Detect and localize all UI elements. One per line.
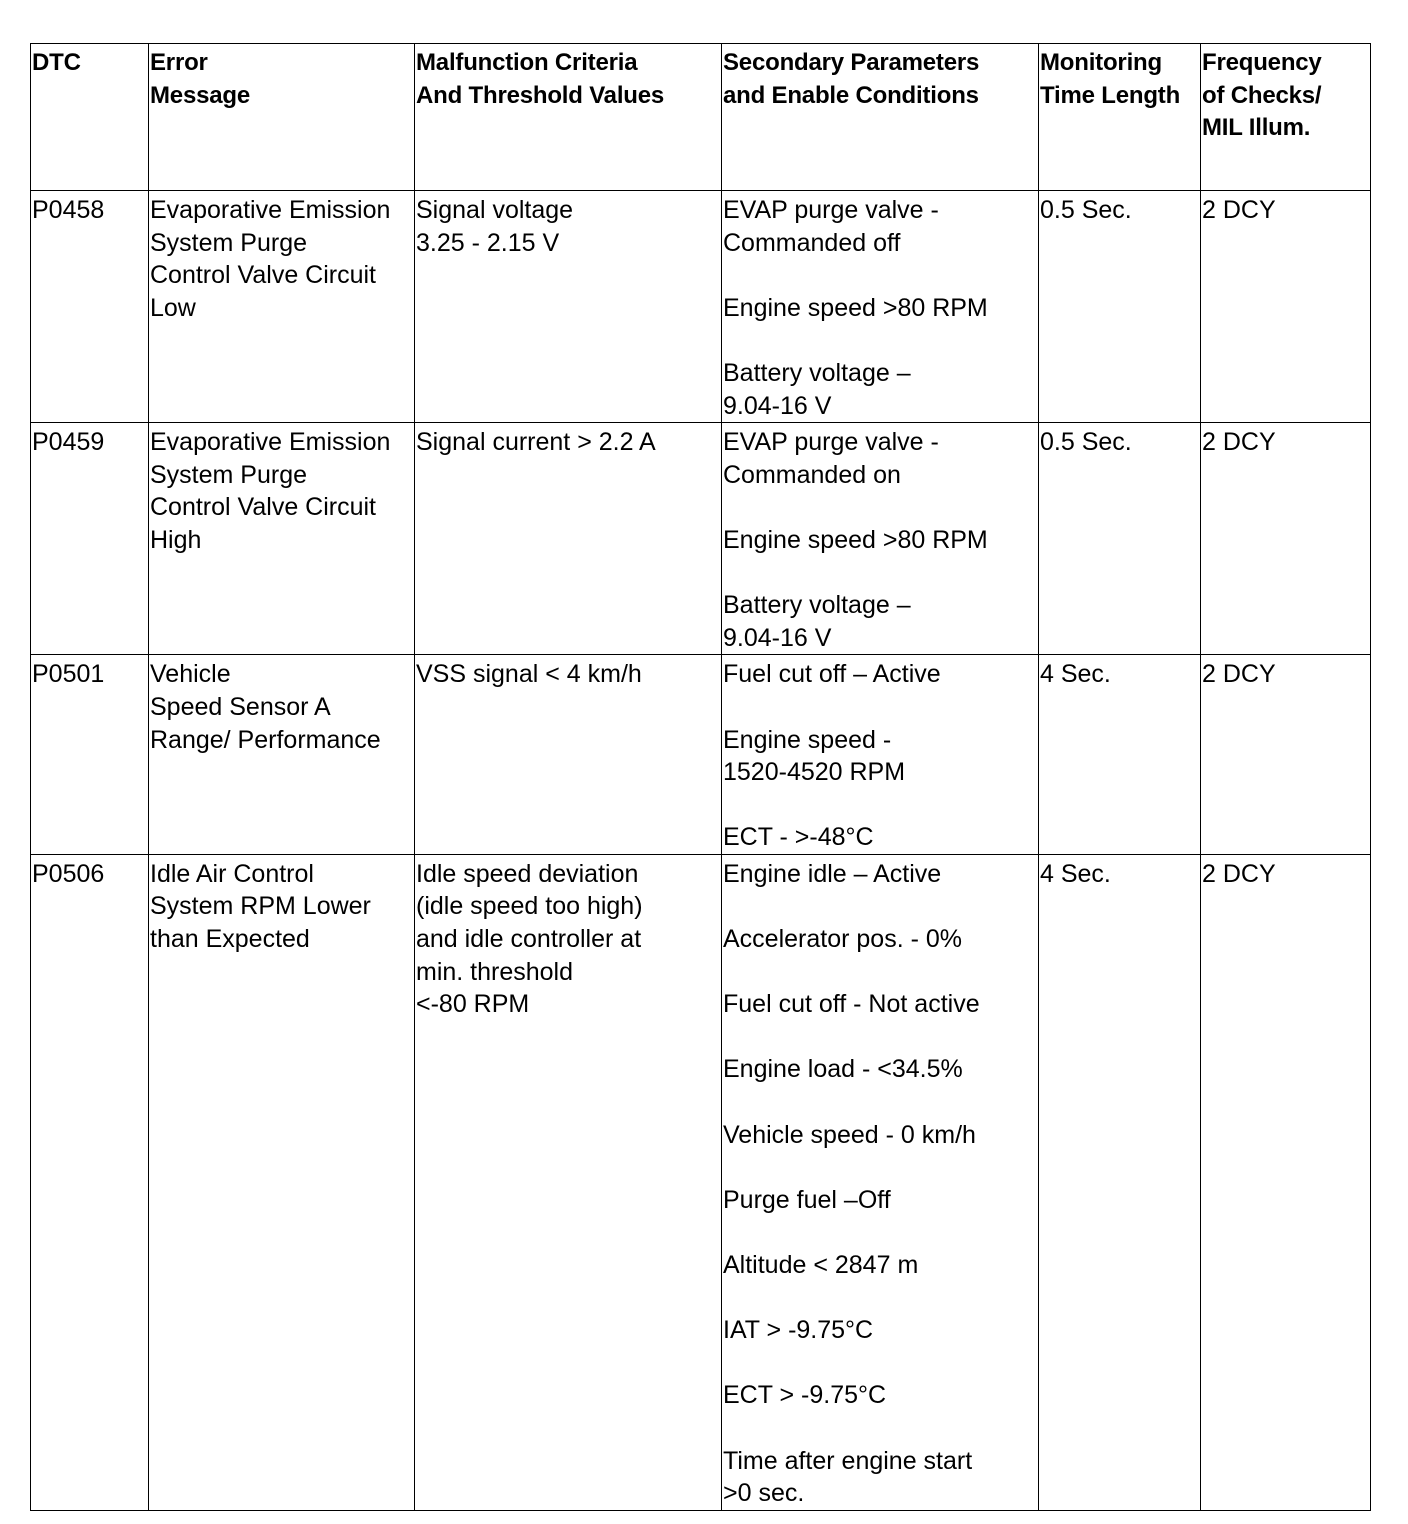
monitoring-time: 4 Sec. — [1040, 859, 1111, 888]
dtc-code: P0459 — [32, 428, 105, 457]
cell-malfunction — [415, 423, 722, 655]
header-error-message-line: Error — [150, 49, 208, 76]
header-secondary — [722, 44, 1039, 191]
header-frequency-line: of Checks/ — [1202, 81, 1322, 109]
cell-error-message — [149, 191, 415, 423]
dtc-table — [30, 43, 1371, 1511]
malfunction-text: VSS signal < 4 km/h — [416, 660, 642, 689]
secondary-condition: Accelerator pos. - 0% — [723, 925, 962, 954]
secondary-condition: Fuel cut off – Active — [723, 660, 941, 689]
cell-frequency — [1201, 854, 1371, 1510]
table-row — [31, 191, 1371, 423]
header-malfunction — [415, 44, 722, 191]
header-row — [31, 44, 1371, 191]
cell-secondary — [722, 854, 1039, 1510]
secondary-condition: ECT - >-48°C — [723, 823, 874, 852]
header-monitoring-line: Time Length — [1040, 81, 1181, 109]
header-monitoring — [1039, 44, 1201, 191]
header-dtc-line: DTC — [32, 49, 81, 76]
cell-secondary — [722, 655, 1039, 855]
secondary-condition: Engine idle – Active — [723, 859, 942, 888]
secondary-condition: Altitude < 2847 m — [723, 1251, 919, 1279]
secondary-condition: Time after engine start >0 sec. — [723, 1446, 973, 1508]
monitoring-time: 0.5 Sec. — [1040, 196, 1132, 224]
table-row — [31, 423, 1371, 655]
secondary-condition: Battery voltage – 9.04-16 V — [723, 591, 911, 652]
secondary-condition: Engine speed - 1520-4520 RPM — [723, 725, 906, 787]
malfunction-text: Idle speed deviation (idle speed too high) and idle controller at min. threshold <-80 RPM — [416, 859, 643, 1019]
malfunction-text: Signal voltage 3.25 - 2.15 V — [416, 196, 574, 257]
monitoring-time: 0.5 Sec. — [1040, 428, 1132, 457]
secondary-condition: Engine load - <34.5% — [723, 1055, 963, 1084]
secondary-condition: Vehicle speed - 0 km/h — [723, 1120, 976, 1149]
cell-frequency — [1201, 655, 1371, 855]
secondary-condition: EVAP purge valve - Commanded off — [723, 196, 939, 257]
cell-dtc — [31, 854, 149, 1510]
cell-dtc — [31, 191, 149, 423]
error-message-text: Evaporative Emission System Purge Control Valve Circuit Low — [150, 196, 391, 322]
cell-malfunction — [415, 854, 722, 1510]
cell-dtc — [31, 423, 149, 655]
header-error-message — [149, 44, 415, 191]
cell-monitoring — [1039, 423, 1201, 655]
header-malfunction-line: And Threshold Values — [416, 81, 665, 109]
cell-monitoring — [1039, 854, 1201, 1510]
secondary-condition: Engine speed >80 RPM — [723, 525, 988, 554]
frequency-text: 2 DCY — [1202, 428, 1276, 457]
frequency-text: 2 DCY — [1202, 660, 1276, 689]
cell-error-message — [149, 854, 415, 1510]
error-message-text: Evaporative Emission System Purge Control Valve Circuit High — [150, 428, 391, 554]
cell-monitoring — [1039, 191, 1201, 423]
cell-frequency — [1201, 191, 1371, 423]
header-frequency-line: Frequency — [1202, 49, 1322, 76]
header-monitoring-line: Monitoring — [1040, 49, 1162, 76]
cell-monitoring — [1039, 655, 1201, 855]
header-dtc — [31, 44, 149, 191]
table-row — [31, 854, 1371, 1510]
secondary-condition: EVAP purge valve - Commanded on — [723, 428, 939, 489]
secondary-condition: Battery voltage – 9.04-16 V — [723, 358, 911, 420]
secondary-condition: Fuel cut off - Not active — [723, 990, 980, 1019]
header-frequency-line: MIL Illum. — [1202, 114, 1311, 142]
cell-error-message — [149, 655, 415, 855]
cell-frequency — [1201, 423, 1371, 655]
secondary-condition: IAT > -9.75°C — [723, 1316, 874, 1345]
cell-secondary — [722, 191, 1039, 423]
dtc-code: P0501 — [32, 660, 105, 689]
cell-malfunction — [415, 655, 722, 855]
cell-dtc — [31, 655, 149, 855]
cell-secondary — [722, 423, 1039, 655]
header-secondary-line: Secondary Parameters — [723, 49, 980, 76]
secondary-condition: ECT > -9.75°C — [723, 1381, 887, 1410]
table-row — [31, 655, 1371, 855]
frequency-text: 2 DCY — [1202, 859, 1276, 888]
header-error-message-line: Message — [150, 81, 250, 109]
header-secondary-line: and Enable Conditions — [723, 81, 979, 109]
header-frequency — [1201, 44, 1371, 191]
secondary-condition: Engine speed >80 RPM — [723, 293, 988, 322]
header-malfunction-line: Malfunction Criteria — [416, 49, 638, 76]
dtc-code: P0458 — [32, 196, 105, 224]
error-message-text: Vehicle Speed Sensor A Range/ Performance — [150, 660, 381, 754]
error-message-text: Idle Air Control System RPM Lower than Expected — [150, 859, 371, 954]
dtc-code: P0506 — [32, 859, 105, 888]
malfunction-text: Signal current > 2.2 A — [416, 428, 656, 457]
monitoring-time: 4 Sec. — [1040, 660, 1111, 689]
frequency-text: 2 DCY — [1202, 196, 1276, 224]
cell-error-message — [149, 423, 415, 655]
secondary-condition: Purge fuel –Off — [723, 1185, 891, 1214]
cell-malfunction — [415, 191, 722, 423]
